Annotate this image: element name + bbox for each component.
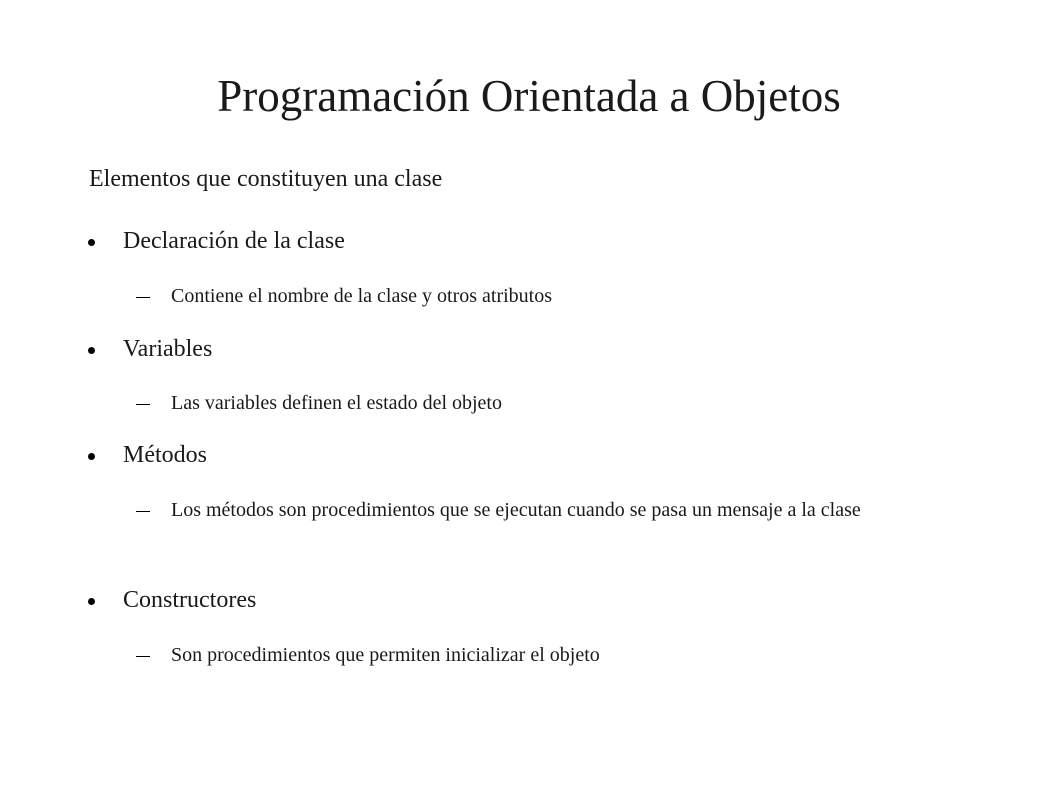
bullet-label: Constructores [123,587,257,613]
bullet-label: Variables [123,336,213,362]
dash-icon [136,404,150,405]
bullet-item [0,584,1058,616]
sub-bullet-text: Los métodos son procedimientos que se ejecutan cuando se pasa un mensaje a la clase [171,499,861,521]
bullet-item [0,225,1058,257]
dash-icon [136,511,150,512]
sub-bullet-text: Son procedimientos que permiten inicializar el objeto [171,644,600,666]
dash-icon [136,656,150,657]
slide-title: Programación Orientada a Objetos [217,71,841,121]
dash-icon [136,297,150,298]
bullet-label: Métodos [123,442,207,468]
bullet-dot-icon [88,347,95,354]
bullet-label: Declaración de la clase [123,228,345,254]
bullet-item [0,439,1058,471]
bullet-dot-icon [88,598,95,605]
slide-subtitle: Elementos que constituyen una clase [89,166,443,192]
sub-bullet-text: Contiene el nombre de la clase y otros atributos [171,285,553,307]
sub-bullet-text: Las variables definen el estado del objeto [171,392,502,414]
bullet-item [0,333,1058,365]
bullet-dot-icon [88,239,95,246]
bullet-dot-icon [88,453,95,460]
